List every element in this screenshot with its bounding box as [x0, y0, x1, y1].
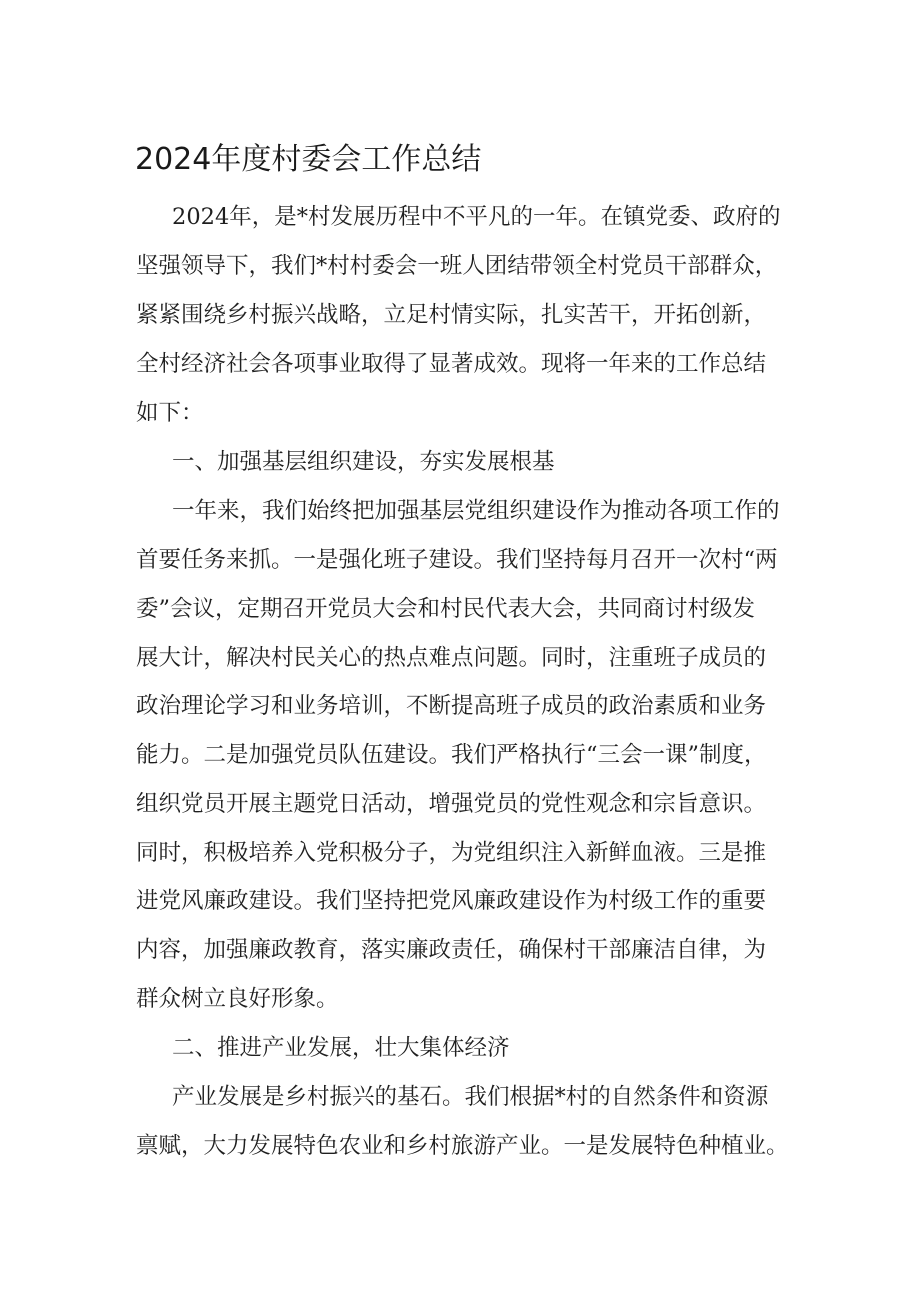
paragraph-line: 产业发展是乡村振兴的基石。我们根据*村的自然条件和资源 [172, 1084, 769, 1110]
paragraph-line: 如下： [136, 400, 204, 426]
section-heading: 二、推进产业发展，壮大集体经济 [172, 1035, 510, 1061]
paragraph-line: 紧紧围绕乡村振兴战略，立足村情实际，扎实苦干，开拓创新， [136, 302, 767, 328]
section-heading: 一、加强基层组织建设，夯实发展根基 [172, 449, 555, 475]
paragraph-line: 能力。二是加强党员队伍建设。我们严格执行“三会一课”制度， [136, 742, 767, 768]
paragraph-line: 2024年，是*村发展历程中不平凡的一年。在镇党委、政府的 [172, 204, 781, 230]
document-title: 2024年度村委会工作总结 [135, 142, 482, 177]
paragraph-line: 内容，加强廉政教育，落实廉政责任，确保村干部廉洁自律，为 [136, 937, 767, 963]
paragraph-line: 同时，积极培养入党积极分子，为党组织注入新鲜血液。三是推 [136, 840, 767, 866]
paragraph-line: 展大计，解决村民关心的热点难点问题。同时，注重班子成员的 [136, 645, 767, 671]
paragraph-line: 进党风廉政建设。我们坚持把党风廉政建设作为村级工作的重要 [136, 888, 767, 914]
paragraph-line: 组织党员开展主题党日活动，增强党员的党性观念和宗旨意识。 [136, 791, 767, 817]
paragraph-line: 政治理论学习和业务培训，不断提高班子成员的政治素质和业务 [136, 693, 767, 719]
paragraph-line: 群众树立良好形象。 [136, 986, 339, 1012]
paragraph-line: 委”会议，定期召开党员大会和村民代表大会，共同商讨村级发 [136, 596, 756, 622]
paragraph-line: 首要任务来抓。一是强化班子建设。我们坚持每月召开一次村“两 [136, 547, 778, 573]
paragraph-line: 全村经济社会各项事业取得了显著成效。现将一年来的工作总结 [136, 351, 767, 377]
paragraph-line: 禀赋，大力发展特色农业和乡村旅游产业。一是发展特色种植业。 [136, 1133, 789, 1159]
paragraph-line: 一年来，我们始终把加强基层党组织建设作为推动各项工作的 [172, 498, 780, 524]
paragraph-line: 坚强领导下，我们*村村委会一班人团结带领全村党员干部群众， [136, 253, 778, 279]
